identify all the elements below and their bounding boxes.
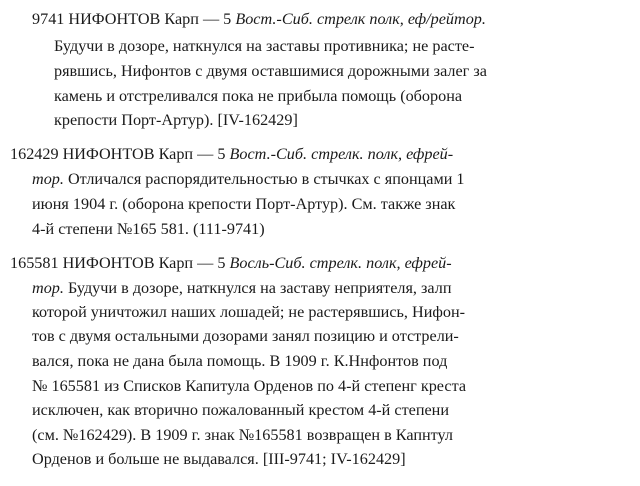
entry-header xyxy=(10,143,453,165)
entry-text-line: рявшись, Нифонтов с двумя оставшимися дорожными залег за xyxy=(54,62,487,80)
entry-text-line: тов с двумя остальными дозорами занял позицию и отстрели- xyxy=(32,327,459,345)
entry-unit: Восль-Сиб. стрелк. полк, ефрей- xyxy=(229,254,452,272)
entry-title: НИФОНТОВ Карп — 5 xyxy=(62,254,230,272)
entry-text: Будучи в дозоре, наткнулся на заставу неприятеля, залп xyxy=(63,279,452,297)
entry-number: 165581 xyxy=(10,254,59,272)
entry-unit: Вост.-Сиб. стрелк полк, еф/рейтор. xyxy=(235,10,486,28)
entry-number: 162429 xyxy=(10,145,59,163)
entry-number: 9741 xyxy=(32,10,65,28)
entry-header xyxy=(32,8,486,30)
entry-title: НИФОНТОВ Карп — 5 xyxy=(62,145,230,163)
entry-text-line: (см. №162429). В 1909 г. знак №165581 возвращен в Капнтул xyxy=(32,426,453,444)
entry-text-line: которой уничтожил наших лошадей; не растерявшись, Нифон- xyxy=(32,303,465,321)
entry-unit-continued: тор. xyxy=(32,170,64,188)
entry-text-line: крепости Порт-Артур). [IV-162429] xyxy=(54,111,298,129)
entry-unit-continued: тор. xyxy=(32,279,64,297)
entry-text-line xyxy=(32,277,451,299)
entry-unit: Вост.-Сиб. стрелк. полк, ефрей- xyxy=(229,145,454,163)
entry-text-line: вался, пока не дана была помощь. В 1909 г. К.Ннфонтов под xyxy=(32,352,448,370)
entry-text-line: Орденов и больше не выдавался. [III-9741; IV-162429] xyxy=(32,450,406,468)
entry-text-line xyxy=(32,168,465,190)
entry-text-line: исключен, как вторично пожалованный крестом 4-й степени xyxy=(32,401,450,419)
entry-text: Отличался распорядительностью в стычках с японцами 1 xyxy=(63,170,465,188)
entry-header xyxy=(10,252,452,274)
entry-text-line: камень и отстреливался пока не прибыла помощь (оборона xyxy=(54,87,463,105)
entry-text-line: № 165581 из Списков Капитула Орденов по 4-й степенг креста xyxy=(32,377,467,395)
entry-title: НИФОНТОВ Карп — 5 xyxy=(68,10,236,28)
entry-text-line: июня 1904 г. (оборона крепости Порт-Артур). См. также знак xyxy=(32,195,456,213)
entry-text-line: Будучи в дозоре, наткнулся на заставы противника; не расте- xyxy=(54,37,475,55)
entry-text-line: 4-й степени №165 581. (111-9741) xyxy=(32,220,265,238)
